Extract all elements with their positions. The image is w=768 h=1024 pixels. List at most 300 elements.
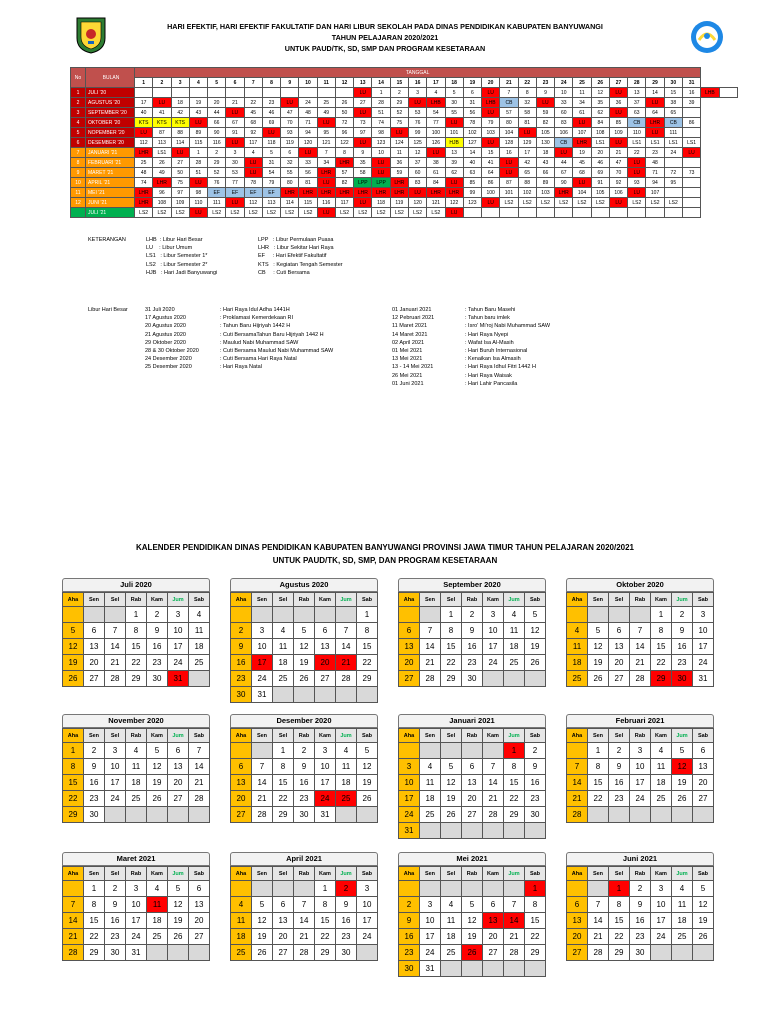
calendar-day — [462, 881, 483, 897]
calendar-day: 12 — [693, 897, 714, 913]
day-cell: 116 — [208, 138, 226, 148]
calendar-day: 2 — [336, 881, 357, 897]
calendar-day: 17 — [168, 639, 189, 655]
day-cell: LU — [372, 168, 390, 178]
day-cell: 102 — [518, 188, 536, 198]
month-title: Mei 2021 — [398, 852, 546, 866]
day-cell: 118 — [372, 198, 390, 208]
calendar-day — [672, 945, 693, 961]
day-cell: 89 — [189, 128, 207, 138]
weekday-header: Sab — [525, 867, 546, 881]
row-month: JUNI '21 — [86, 198, 135, 208]
day-cell: 64 — [482, 168, 500, 178]
day-cell: 25 — [317, 98, 335, 108]
calendar-day — [273, 607, 294, 623]
day-cell: LU — [153, 98, 171, 108]
day-cell: LU — [354, 108, 372, 118]
month-title: April 2021 — [230, 852, 378, 866]
table-row — [71, 108, 738, 118]
weekday-header: Aha — [399, 593, 420, 607]
day-cell: HJB — [445, 138, 463, 148]
day-cell: 43 — [536, 158, 554, 168]
calendar-day — [609, 807, 630, 823]
calendar-day: 1 — [273, 743, 294, 759]
weekday-header: Rab — [126, 729, 147, 743]
day-cell: LU — [500, 168, 518, 178]
calendar-day: 1 — [651, 607, 672, 623]
calendar-day: 1 — [609, 881, 630, 897]
day-cell: LHB — [701, 88, 719, 98]
weekday-header: Sab — [189, 593, 210, 607]
calendar-day: 6 — [84, 623, 105, 639]
calendar-day — [231, 881, 252, 897]
day-cell: 110 — [189, 198, 207, 208]
day-cell — [171, 88, 189, 98]
calendar-day: 2 — [672, 607, 693, 623]
calendar-day — [462, 961, 483, 977]
calendar-day: 2 — [147, 607, 168, 623]
month-calendar — [398, 852, 546, 977]
day-cell: 4 — [427, 88, 445, 98]
weekday-header: Sab — [693, 593, 714, 607]
calendar-day: 18 — [420, 791, 441, 807]
day-cell: 1 — [189, 148, 207, 158]
weekday-header: Aha — [567, 729, 588, 743]
day-cell: 127 — [463, 138, 481, 148]
calendar-day: 12 — [63, 639, 84, 655]
day-cell: 24 — [299, 98, 317, 108]
day-cell: 98 — [189, 188, 207, 198]
day-cell: 29 — [390, 98, 408, 108]
day-cell: 11 — [573, 88, 591, 98]
day-cell: CB — [500, 98, 518, 108]
weekday-header: Aha — [63, 593, 84, 607]
calendar-day: 24 — [168, 655, 189, 671]
day-cell: 71 — [299, 118, 317, 128]
day-cell: 56 — [463, 108, 481, 118]
day-cell: LS2 — [372, 208, 390, 218]
calendar-day: 9 — [147, 623, 168, 639]
day-cell: LU — [646, 128, 664, 138]
row-month: MEI '21 — [86, 188, 135, 198]
day-number-header: 9 — [281, 78, 299, 88]
calendar-day: 16 — [294, 775, 315, 791]
calendar-day: 28 — [336, 671, 357, 687]
day-cell: LU — [518, 128, 536, 138]
day-cell: LU — [573, 118, 591, 128]
calendar-day: 8 — [357, 623, 378, 639]
day-number-header: 28 — [628, 78, 646, 88]
day-number-header: 22 — [518, 78, 536, 88]
month-title: Juni 2021 — [566, 852, 714, 866]
month-calendar — [62, 578, 210, 687]
calendar-day: 11 — [147, 897, 168, 913]
day-cell: 52 — [390, 108, 408, 118]
calendar-day: 9 — [609, 759, 630, 775]
day-cell: 92 — [609, 178, 627, 188]
calendar-day: 17 — [105, 775, 126, 791]
day-cell: 30 — [445, 98, 463, 108]
calendar-day: 8 — [651, 623, 672, 639]
calendar-day — [357, 945, 378, 961]
day-number-header: 26 — [591, 78, 609, 88]
day-cell: 83 — [555, 118, 573, 128]
calendar-day: 12 — [525, 623, 546, 639]
calendar-day: 26 — [693, 929, 714, 945]
day-cell: LU — [135, 128, 153, 138]
day-cell: LU — [482, 138, 500, 148]
day-cell: LHR — [299, 188, 317, 198]
calendar-day: 28 — [294, 945, 315, 961]
day-cell: 33 — [299, 158, 317, 168]
calendar-day: 6 — [609, 623, 630, 639]
calendar-day: 31 — [399, 823, 420, 839]
calendar-day: 28 — [588, 945, 609, 961]
keterangan-list-2: LPP : Libur Permulaan Puasa LHR : Libur Sekitar Hari Raya EF : Hari Efektif Fakultatif KTS : Kegiatan Tengah Semester CB : Cuti Bersama — [258, 237, 343, 276]
weekday-header: Rab — [462, 593, 483, 607]
day-cell: 57 — [335, 168, 353, 178]
calendar-day: 6 — [273, 897, 294, 913]
day-cell: 99 — [463, 188, 481, 198]
weekday-header: Rab — [294, 867, 315, 881]
day-cell: LS2 — [171, 208, 189, 218]
day-number-header: 23 — [536, 78, 554, 88]
calendar-day: 5 — [588, 623, 609, 639]
calendar-day: 26 — [147, 791, 168, 807]
calendar-day — [441, 823, 462, 839]
calendar-day — [294, 607, 315, 623]
calendar-day: 19 — [588, 655, 609, 671]
day-cell: 60 — [555, 108, 573, 118]
calendar-day: 14 — [189, 759, 210, 775]
calendar-day: 22 — [588, 791, 609, 807]
day-cell: 106 — [609, 188, 627, 198]
calendar-day: 9 — [105, 897, 126, 913]
month-calendar — [230, 714, 378, 823]
day-cell: 121 — [317, 138, 335, 148]
calendar-day: 29 — [651, 671, 672, 687]
calendar-day: 1 — [525, 881, 546, 897]
day-cell: 44 — [208, 108, 226, 118]
calendar-day: 6 — [231, 759, 252, 775]
day-cell: LU — [500, 158, 518, 168]
day-cell: LHR — [153, 178, 171, 188]
day-cell: LHR — [427, 188, 445, 198]
month-calendar — [62, 714, 210, 823]
calendar-day: 3 — [315, 743, 336, 759]
day-cell: LU — [573, 178, 591, 188]
calendar-day: 27 — [462, 807, 483, 823]
row-number: 8 — [71, 158, 86, 168]
calendar-day: 18 — [147, 913, 168, 929]
calendar-day: 26 — [588, 671, 609, 687]
table-row — [71, 168, 738, 178]
table-row — [71, 98, 738, 108]
day-cell: 85 — [609, 118, 627, 128]
calendar-day — [483, 961, 504, 977]
calendar-day: 9 — [294, 759, 315, 775]
calendar-day: 24 — [483, 655, 504, 671]
weekday-header: Aha — [231, 729, 252, 743]
calendar-day: 4 — [567, 623, 588, 639]
calendar-day — [168, 945, 189, 961]
row-month: DESEMBER '20 — [86, 138, 135, 148]
day-cell: LU — [299, 148, 317, 158]
weekday-header: Rab — [126, 593, 147, 607]
day-cell: 83 — [408, 178, 426, 188]
calendar-day: 31 — [168, 671, 189, 687]
calendar-day: 28 — [189, 791, 210, 807]
day-cell — [664, 188, 682, 198]
calendar-day: 1 — [588, 743, 609, 759]
calendar-day — [252, 743, 273, 759]
day-cell: 55 — [445, 108, 463, 118]
calendar-day: 22 — [525, 929, 546, 945]
calendar-day: 5 — [672, 743, 693, 759]
day-cell — [664, 158, 682, 168]
calendar-day: 23 — [630, 929, 651, 945]
calendar-day — [504, 881, 525, 897]
day-cell: LS2 — [262, 208, 280, 218]
calendar-day: 30 — [336, 945, 357, 961]
calendar-day: 9 — [399, 913, 420, 929]
calendar-day: 22 — [504, 791, 525, 807]
day-cell: EF — [244, 188, 262, 198]
day-cell: 82 — [335, 178, 353, 188]
day-cell: LU — [244, 168, 262, 178]
calendar-day: 17 — [126, 913, 147, 929]
day-cell — [682, 158, 700, 168]
day-cell — [591, 208, 609, 218]
day-cell: 72 — [335, 118, 353, 128]
calendar-day: 22 — [609, 929, 630, 945]
day-cell — [555, 208, 573, 218]
weekday-header: Kam — [315, 593, 336, 607]
day-cell: 17 — [518, 148, 536, 158]
calendar-day — [252, 607, 273, 623]
weekday-header: Rab — [630, 729, 651, 743]
calendar-day: 25 — [567, 671, 588, 687]
day-cell: 11 — [390, 148, 408, 158]
day-cell: 77 — [427, 118, 445, 128]
day-cell: 70 — [609, 168, 627, 178]
calendar-day: 28 — [420, 671, 441, 687]
weekday-header: Sel — [441, 729, 462, 743]
calendar-day — [147, 945, 168, 961]
weekday-header: Rab — [462, 729, 483, 743]
calendar-day: 8 — [63, 759, 84, 775]
row-number — [71, 208, 86, 218]
day-cell: 85 — [463, 178, 481, 188]
day-cell: 47 — [281, 108, 299, 118]
day-cell: 69 — [262, 118, 280, 128]
calendar-day: 9 — [630, 897, 651, 913]
day-cell: 121 — [427, 198, 445, 208]
day-cell: LU — [628, 188, 646, 198]
calendar-day: 15 — [651, 639, 672, 655]
calendar-day: 16 — [147, 639, 168, 655]
day-cell — [664, 208, 682, 218]
day-cell: 97 — [354, 128, 372, 138]
day-cell: 107 — [646, 188, 664, 198]
day-cell: 64 — [646, 108, 664, 118]
calendar-day: 3 — [420, 897, 441, 913]
calendar-day: 12 — [588, 639, 609, 655]
calendar-day: 27 — [189, 929, 210, 945]
calendar-day: 17 — [651, 913, 672, 929]
libur-desc-right: : Tahun Baru Masehi : Tahun baru imlek : Isro' Mi'roj Nabi Muhammad SAW : Hari Raya Nyepi : Wafat Isa Al-Masih : Hari Buruh Internasional : Kenaikan Isa Almasih : Hari Raya Idhul Fitri 1442 H : Hari Raya Waisak : Hari Lahir Pancasila — [465, 307, 551, 387]
calendar-day — [63, 607, 84, 623]
calendar-day: 10 — [693, 623, 714, 639]
calendar-day — [630, 607, 651, 623]
calendar-day — [483, 881, 504, 897]
calendar-day: 19 — [693, 913, 714, 929]
calendar-day: 22 — [651, 655, 672, 671]
day-cell: EF — [226, 188, 244, 198]
day-number-header: 5 — [208, 78, 226, 88]
calendar-day — [189, 671, 210, 687]
calendar-day — [105, 607, 126, 623]
day-cell: 111 — [208, 198, 226, 208]
day-cell: LS2 — [281, 208, 299, 218]
day-cell: 6 — [463, 88, 481, 98]
calendar-day: 12 — [462, 913, 483, 929]
day-number-header: 17 — [427, 78, 445, 88]
weekday-header: Sen — [252, 729, 273, 743]
calendar-day: 3 — [357, 881, 378, 897]
weekday-header: Jum — [336, 729, 357, 743]
calendar-day — [504, 823, 525, 839]
day-cell: LS2 — [555, 198, 573, 208]
weekday-header: Aha — [231, 593, 252, 607]
day-cell: LU — [609, 198, 627, 208]
calendar-day: 6 — [567, 897, 588, 913]
calendar-day: 26 — [525, 655, 546, 671]
row-month: JULI '20 — [86, 88, 135, 98]
calendar-day: 15 — [588, 775, 609, 791]
day-cell: 10 — [372, 148, 390, 158]
day-cell: LHR — [390, 188, 408, 198]
calendar-day: 16 — [525, 775, 546, 791]
calendar-day: 11 — [651, 759, 672, 775]
day-cell: 28 — [372, 98, 390, 108]
day-cell: 42 — [518, 158, 536, 168]
weekday-header: Sel — [105, 593, 126, 607]
calendar-day: 12 — [147, 759, 168, 775]
day-cell: LU — [445, 178, 463, 188]
calendar-day: 18 — [189, 639, 210, 655]
calendar-day: 3 — [399, 759, 420, 775]
day-cell: 39 — [445, 158, 463, 168]
day-cell: 19 — [573, 148, 591, 158]
table-row — [71, 128, 738, 138]
day-number-header: 10 — [299, 78, 317, 88]
day-cell: 94 — [299, 128, 317, 138]
calendar-day: 15 — [315, 913, 336, 929]
calendar-day: 29 — [84, 945, 105, 961]
day-cell: LU — [482, 198, 500, 208]
calendar-day: 25 — [336, 791, 357, 807]
calendar-day: 8 — [84, 897, 105, 913]
calendar-day: 7 — [189, 743, 210, 759]
day-cell: 87 — [500, 178, 518, 188]
day-cell — [609, 208, 627, 218]
day-cell: 103 — [482, 128, 500, 138]
day-cell: 124 — [390, 138, 408, 148]
day-cell: 107 — [573, 128, 591, 138]
calendar-day: 16 — [630, 913, 651, 929]
day-cell: 17 — [135, 98, 153, 108]
calendar-day: 1 — [504, 743, 525, 759]
day-cell: 31 — [262, 158, 280, 168]
day-cell — [518, 208, 536, 218]
calendar-day: 26 — [168, 929, 189, 945]
day-cell: 34 — [573, 98, 591, 108]
day-cell: LU — [226, 198, 244, 208]
calendar-day — [357, 807, 378, 823]
day-cell: LS1 — [682, 138, 700, 148]
day-number-header: 1 — [135, 78, 153, 88]
day-number-header: 6 — [226, 78, 244, 88]
day-cell: LU — [226, 108, 244, 118]
day-cell: LHR — [335, 158, 353, 168]
day-number-header: 29 — [646, 78, 664, 88]
calendar-day: 29 — [126, 671, 147, 687]
calendar-day: 19 — [252, 929, 273, 945]
calendar-day: 29 — [273, 807, 294, 823]
day-cell: 15 — [664, 88, 682, 98]
calendar-day — [231, 607, 252, 623]
day-cell: 101 — [445, 128, 463, 138]
day-cell: 100 — [482, 188, 500, 198]
calendar-day: 22 — [357, 655, 378, 671]
day-cell: 105 — [536, 128, 554, 138]
day-cell: 88 — [171, 128, 189, 138]
day-cell: 74 — [135, 178, 153, 188]
day-cell: 81 — [518, 118, 536, 128]
day-cell: 118 — [262, 138, 280, 148]
calendar-day: 24 — [399, 807, 420, 823]
day-cell: 58 — [354, 168, 372, 178]
day-cell: 94 — [646, 178, 664, 188]
day-cell: 31 — [463, 98, 481, 108]
day-cell: 1 — [372, 88, 390, 98]
day-cell — [281, 88, 299, 98]
calendar-day: 31 — [126, 945, 147, 961]
calendar-day: 11 — [336, 759, 357, 775]
calendar-day: 5 — [525, 607, 546, 623]
day-cell: 96 — [153, 188, 171, 198]
day-cell: 62 — [445, 168, 463, 178]
row-number: 4 — [71, 118, 86, 128]
calendar-day — [84, 607, 105, 623]
weekday-header: Aha — [63, 729, 84, 743]
calendar-day: 5 — [441, 759, 462, 775]
weekday-header: Sen — [84, 593, 105, 607]
table-row — [71, 198, 738, 208]
day-cell: 5 — [445, 88, 463, 98]
month-title: September 2020 — [398, 578, 546, 592]
calendar-day: 7 — [588, 897, 609, 913]
row-number: 12 — [71, 198, 86, 208]
day-cell: 130 — [536, 138, 554, 148]
calendar-day: 7 — [420, 623, 441, 639]
calendar-day — [525, 671, 546, 687]
calendar-day: 27 — [693, 791, 714, 807]
calendar-day: 6 — [399, 623, 420, 639]
day-cell: 100 — [427, 128, 445, 138]
calendar-day: 31 — [315, 807, 336, 823]
